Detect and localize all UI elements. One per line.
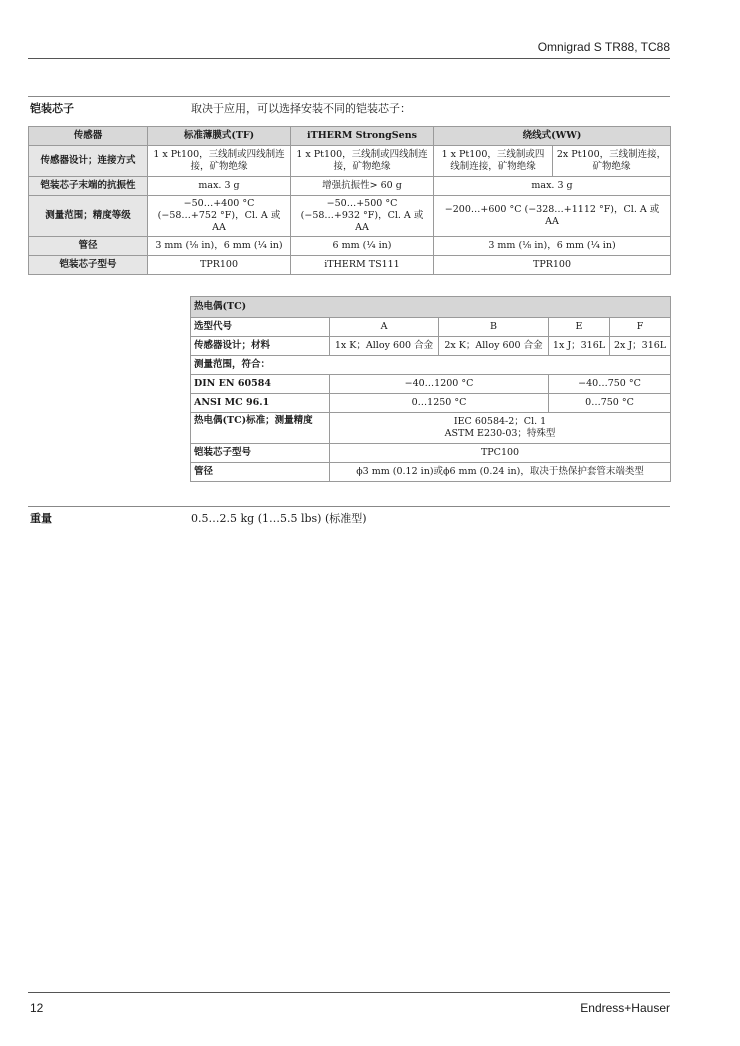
- header-rule: [28, 58, 670, 59]
- row-label: DIN EN 60584: [191, 375, 330, 394]
- table-cell: max. 3 g: [148, 177, 291, 196]
- table-cell: [148, 196, 291, 237]
- table-cell: 1 x Pt100，三线制或四线制连接，矿物绝缘: [148, 146, 291, 177]
- strongsens-header: iTHERM StrongSens: [291, 127, 434, 146]
- table-row: [191, 444, 671, 463]
- table-row: [29, 177, 671, 196]
- cell-line: −50…+500 °C: [326, 198, 398, 209]
- table-cell: B: [439, 318, 549, 337]
- cell-line: −50…+400 °C: [183, 198, 255, 209]
- section-rule-weight: [28, 506, 670, 507]
- table-cell: 2x K；Alloy 600 合金: [439, 337, 549, 356]
- weight-value: 0.5…2.5 kg (1…5.5 lbs) (标准型): [191, 512, 367, 525]
- row-label: 铠装芯子型号: [29, 256, 148, 275]
- table-cell: 1 x Pt100，三线制或四线制连接，矿物绝缘: [291, 146, 434, 177]
- insert-section-description: 取决于应用，可以选择安装不同的铠装芯子：: [191, 102, 411, 115]
- table-row: [191, 394, 671, 413]
- table-cell: 0…750 °C: [549, 394, 671, 413]
- section-rule-insert: [28, 96, 670, 97]
- table-cell: 3 mm (¹⁄₈ in)，6 mm (¹⁄₄ in): [434, 237, 671, 256]
- table-cell: 2x Pt100，三线制连接，矿物绝缘: [553, 146, 671, 177]
- table-cell: 1x J；316L: [549, 337, 610, 356]
- table-cell: TPR100: [148, 256, 291, 275]
- row-label: 铠装芯子末端的抗振性: [29, 177, 148, 196]
- table-row: [29, 256, 671, 275]
- row-label: 铠装芯子型号: [191, 444, 330, 463]
- table-row: [29, 146, 671, 177]
- table-cell: 6 mm (¹⁄₄ in): [291, 237, 434, 256]
- table-cell: 2x J；316L: [610, 337, 671, 356]
- row-label: ANSI MC 96.1: [191, 394, 330, 413]
- row-label: 测量范围，符合：: [191, 356, 671, 375]
- table-cell: iTHERM TS111: [291, 256, 434, 275]
- table-row: [191, 337, 671, 356]
- insert-section-label: 铠装芯子: [30, 102, 74, 115]
- table-row: [29, 237, 671, 256]
- row-label: 测量范围；精度等级: [29, 196, 148, 237]
- cell-line: IEC 60584-2；Cl. 1: [453, 416, 547, 427]
- sensor-header: 传感器: [29, 127, 148, 146]
- cell-line: ASTM E230-03；特殊型: [444, 428, 556, 439]
- rtd-insert-table: [28, 126, 671, 275]
- tf-header: 标准薄膜式(TF): [148, 127, 291, 146]
- table-cell: −40…750 °C: [549, 375, 671, 394]
- page-number: 12: [30, 1001, 44, 1015]
- thermocouple-table: [190, 296, 671, 482]
- table-cell: A: [330, 318, 439, 337]
- table-cell: [330, 413, 671, 444]
- document-title: Omnigrad S TR88, TC88: [537, 40, 670, 54]
- table-cell: 增强抗振性> 60 g: [291, 177, 434, 196]
- table-row: [191, 413, 671, 444]
- cell-line: (−58…+752 °F)，Cl. A 或 AA: [157, 210, 281, 233]
- tc-table-title: 热电偶(TC): [191, 297, 671, 318]
- table-cell: ϕ3 mm (0.12 in)或ϕ6 mm (0.24 in)，取决于热保护套管末端类型: [330, 463, 671, 482]
- table-cell: −200…+600 °C (−328…+1112 °F)，Cl. A 或 AA: [434, 196, 671, 237]
- row-label: 热电偶(TC)标准；测量精度: [191, 413, 330, 444]
- table-row: [191, 356, 671, 375]
- table-row: [191, 375, 671, 394]
- table-cell: F: [610, 318, 671, 337]
- cell-line: (−58…+932 °F)，Cl. A 或 AA: [300, 210, 424, 233]
- weight-section-label: 重量: [30, 512, 52, 525]
- table-cell: max. 3 g: [434, 177, 671, 196]
- row-label: 管径: [191, 463, 330, 482]
- row-label: 传感器设计；连接方式: [29, 146, 148, 177]
- table-cell: TPC100: [330, 444, 671, 463]
- table-cell: 1 x Pt100，三线制或四线制连接，矿物绝缘: [434, 146, 553, 177]
- table-row: [191, 318, 671, 337]
- table-row: [29, 127, 671, 146]
- table-cell: E: [549, 318, 610, 337]
- row-label: 传感器设计；材料: [191, 337, 330, 356]
- table-row: [29, 196, 671, 237]
- table-cell: 3 mm (¹⁄₈ in)，6 mm (¹⁄₄ in): [148, 237, 291, 256]
- table-cell: TPR100: [434, 256, 671, 275]
- table-row: [191, 297, 671, 318]
- brand-name: Endress+Hauser: [580, 1001, 670, 1015]
- table-cell: 0…1250 °C: [330, 394, 549, 413]
- row-label: 选型代号: [191, 318, 330, 337]
- footer-rule: [28, 992, 670, 993]
- table-cell: 1x K；Alloy 600 合金: [330, 337, 439, 356]
- row-label: 管径: [29, 237, 148, 256]
- table-row: [191, 463, 671, 482]
- ww-header: 绕线式(WW): [434, 127, 671, 146]
- table-cell: −40…1200 °C: [330, 375, 549, 394]
- table-cell: [291, 196, 434, 237]
